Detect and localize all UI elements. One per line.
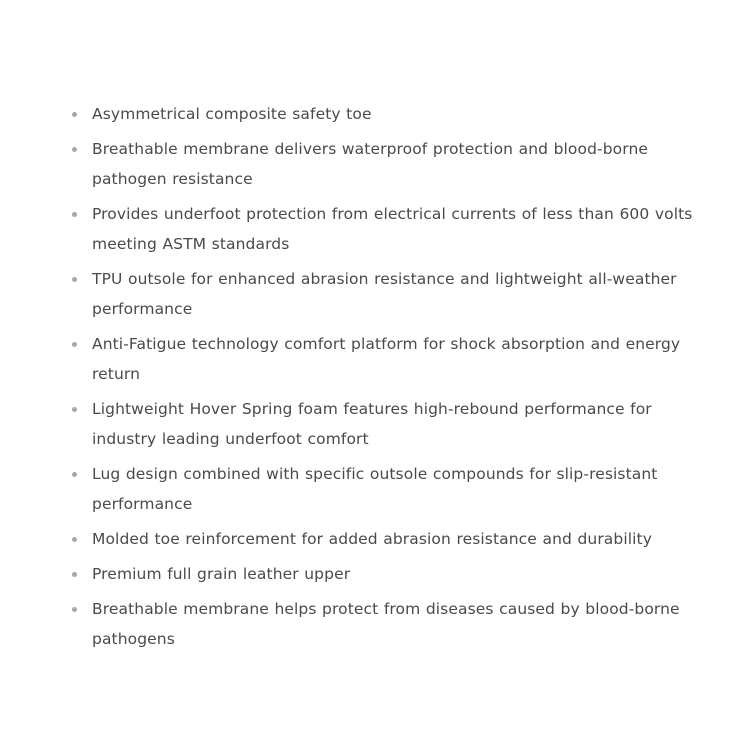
feature-text: Lug design combined with specific outsole compounds for slip-resistant performance xyxy=(92,465,658,513)
feature-item xyxy=(0,394,745,454)
feature-item xyxy=(0,199,745,259)
feature-item xyxy=(0,264,745,324)
bullet-icon xyxy=(72,212,77,217)
feature-text: TPU outsole for enhanced abrasion resistance and lightweight all-weather performance xyxy=(92,270,677,318)
bullet-icon xyxy=(72,472,77,477)
bullet-icon xyxy=(72,147,77,152)
feature-text: Provides underfoot protection from electrical currents of less than 600 volts meeting ASTM standards xyxy=(92,205,693,253)
bullet-icon xyxy=(72,342,77,347)
feature-list xyxy=(0,99,745,659)
feature-item xyxy=(0,524,745,554)
feature-item xyxy=(0,459,745,519)
bullet-icon xyxy=(72,537,77,542)
bullet-icon xyxy=(72,407,77,412)
feature-item xyxy=(0,559,745,589)
bullet-icon xyxy=(72,572,77,577)
feature-text: Anti-Fatigue technology comfort platform for shock absorption and energy return xyxy=(92,335,681,383)
bullet-icon xyxy=(72,607,77,612)
feature-text: Premium full grain leather upper xyxy=(92,565,351,583)
feature-text: Molded toe reinforcement for added abrasion resistance and durability xyxy=(92,530,652,548)
feature-item xyxy=(0,594,745,654)
feature-text: Asymmetrical composite safety toe xyxy=(92,105,372,123)
feature-item xyxy=(0,329,745,389)
bullet-icon xyxy=(72,112,77,117)
feature-text: Lightweight Hover Spring foam features high-rebound performance for industry leading underfoot comfort xyxy=(92,400,652,448)
feature-item xyxy=(0,134,745,194)
bullet-icon xyxy=(72,277,77,282)
feature-text: Breathable membrane helps protect from diseases caused by blood-borne pathogens xyxy=(92,600,680,648)
feature-text: Breathable membrane delivers waterproof protection and blood-borne pathogen resistance xyxy=(92,140,649,188)
feature-item xyxy=(0,99,745,129)
